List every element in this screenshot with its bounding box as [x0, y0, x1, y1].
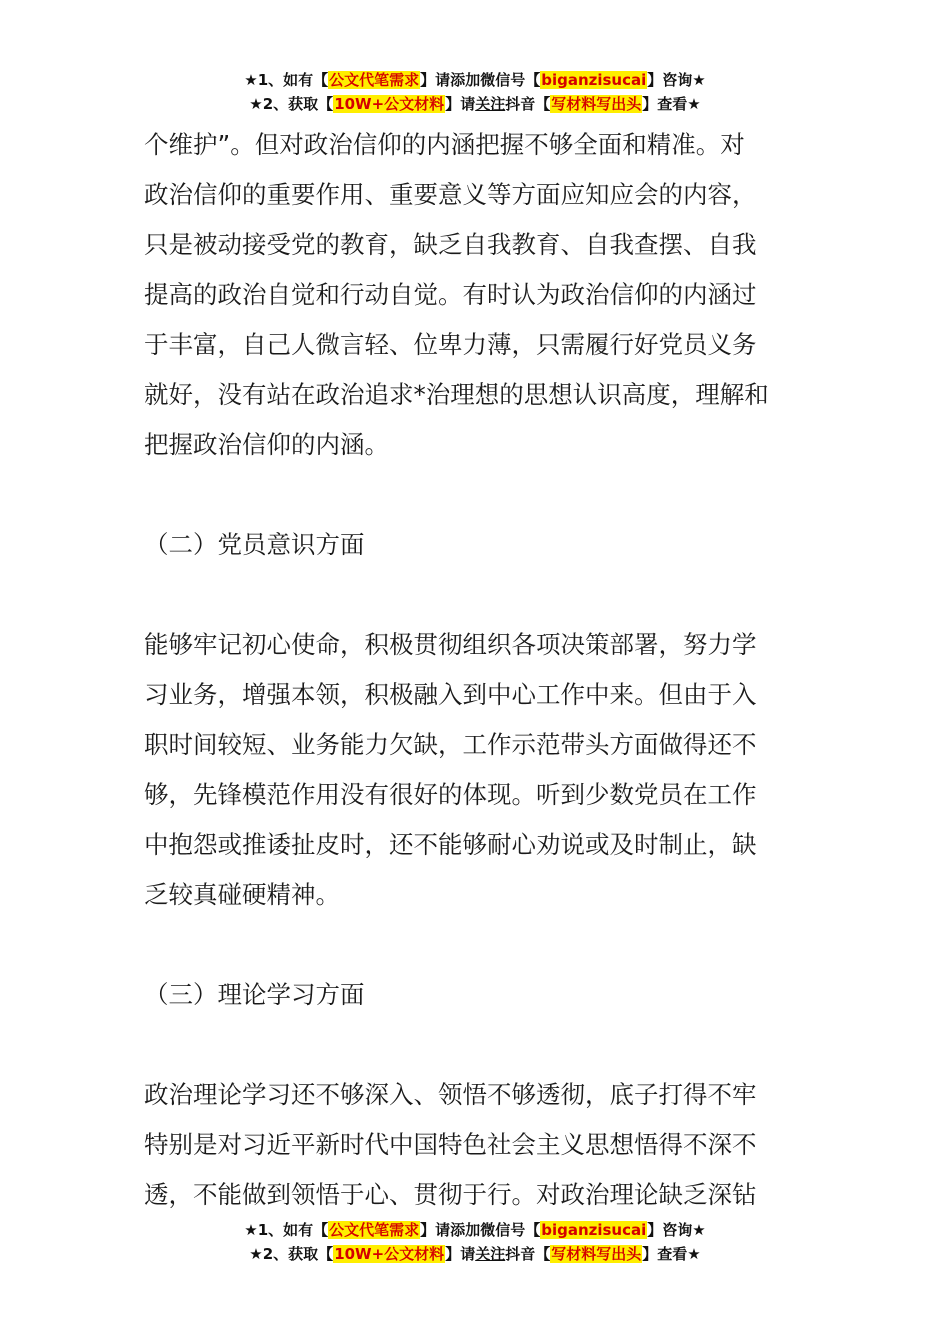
- banner-text: 微信号【: [480, 1221, 541, 1239]
- text-line: 乏较真碰硬精神。: [144, 880, 340, 909]
- banner-text: ★1、如有【: [244, 1221, 329, 1239]
- banner-text: 】请: [445, 95, 476, 113]
- banner-text: 】查看★: [642, 95, 701, 113]
- banner-line-2: [0, 92, 950, 116]
- document-body: [144, 120, 814, 1220]
- banner-text: 】请: [445, 1245, 476, 1263]
- banner-text: 抖音【: [505, 95, 551, 113]
- paragraph-party-awareness: [144, 620, 814, 920]
- text-line: 特别是对习近平新时代中国特色社会主义思想悟得不深不: [144, 1130, 757, 1159]
- text-line: 只是被动接受党的教育，缺乏自我教育、自我查摆、自我: [144, 230, 757, 259]
- text-line: 于丰富，自己人微言轻、位卑力薄，只需履行好党员义务: [144, 330, 757, 359]
- banner-text: 关注: [475, 95, 506, 113]
- banner-text: 】请添: [420, 1221, 466, 1239]
- highlight-wechat-id: biganzisucai: [541, 71, 647, 89]
- banner-line-2: [0, 1242, 950, 1266]
- banner-text: ★1、如有【: [244, 71, 329, 89]
- text-line: 够，先锋模范作用没有很好的体现。听到少数党员在工作: [144, 780, 757, 809]
- spacer: [144, 1020, 814, 1070]
- banner-text: 】查看★: [642, 1245, 701, 1263]
- paragraph-political-belief: [144, 120, 814, 470]
- spacer: [144, 470, 814, 520]
- text-line: 习业务，增强本领，积极融入到中心工作中来。但由于入: [144, 680, 757, 709]
- banner-text: 加: [465, 71, 481, 89]
- banner-text: 】请添: [420, 71, 466, 89]
- text-line: 政治理论学习还不够深入、领悟不够透彻，底子打得不牢: [144, 1080, 757, 1109]
- banner-text: 】咨询★: [647, 1221, 706, 1239]
- paragraph-theory-study: [144, 1070, 814, 1220]
- text-line: 个维护”。但对政治信仰的内涵把握不够全面和精准。对: [144, 130, 745, 159]
- spacer: [144, 570, 814, 620]
- text-line: 提高的政治自觉和行动自觉。有时认为政治信仰的内涵过: [144, 280, 757, 309]
- highlight-materials: 10W+公文材料: [334, 1245, 445, 1263]
- highlight-douyin-account: 写材料写出头: [551, 95, 642, 113]
- text-line: 能够牢记初心使命，积极贯彻组织各项决策部署，努力学: [144, 630, 757, 659]
- banner-text: 关注: [475, 1245, 506, 1263]
- text-line: 政治信仰的重要作用、重要意义等方面应知应会的内容，: [144, 180, 757, 209]
- section-heading: （二）党员意识方面: [144, 530, 365, 559]
- text-line: 中抱怨或推诿扯皮时，还不能够耐心劝说或及时制止，缺: [144, 830, 757, 859]
- banner-line-1: [0, 68, 950, 92]
- section-heading-theory-study: [144, 970, 814, 1020]
- header-banner: [0, 68, 950, 116]
- banner-text: ★2、获取【: [249, 1245, 334, 1263]
- banner-text: 抖音【: [505, 1245, 551, 1263]
- text-line: 职时间较短、业务能力欠缺，工作示范带头方面做得还不: [144, 730, 757, 759]
- text-line: 把握政治信仰的内涵。: [144, 430, 389, 459]
- banner-text: ★2、获取【: [249, 95, 334, 113]
- highlight-service: 公文代笔需求: [329, 1221, 420, 1239]
- footer-banner: [0, 1218, 950, 1266]
- banner-text: 加: [465, 1221, 481, 1239]
- highlight-service: 公文代笔需求: [329, 71, 420, 89]
- highlight-wechat-id: biganzisucai: [541, 1221, 647, 1239]
- text-line: 透，不能做到领悟于心、贯彻于行。对政治理论缺乏深钻: [144, 1180, 757, 1209]
- banner-line-1: [0, 1218, 950, 1242]
- highlight-douyin-account: 写材料写出头: [551, 1245, 642, 1263]
- banner-text: 】咨询★: [647, 71, 706, 89]
- section-heading: （三）理论学习方面: [144, 980, 365, 1009]
- section-heading-party-awareness: [144, 520, 814, 570]
- text-line: 就好，没有站在政治追求*治理想的思想认识高度，理解和: [144, 380, 769, 409]
- spacer: [144, 920, 814, 970]
- highlight-materials: 10W+公文材料: [334, 95, 445, 113]
- banner-text: 微信号【: [480, 71, 541, 89]
